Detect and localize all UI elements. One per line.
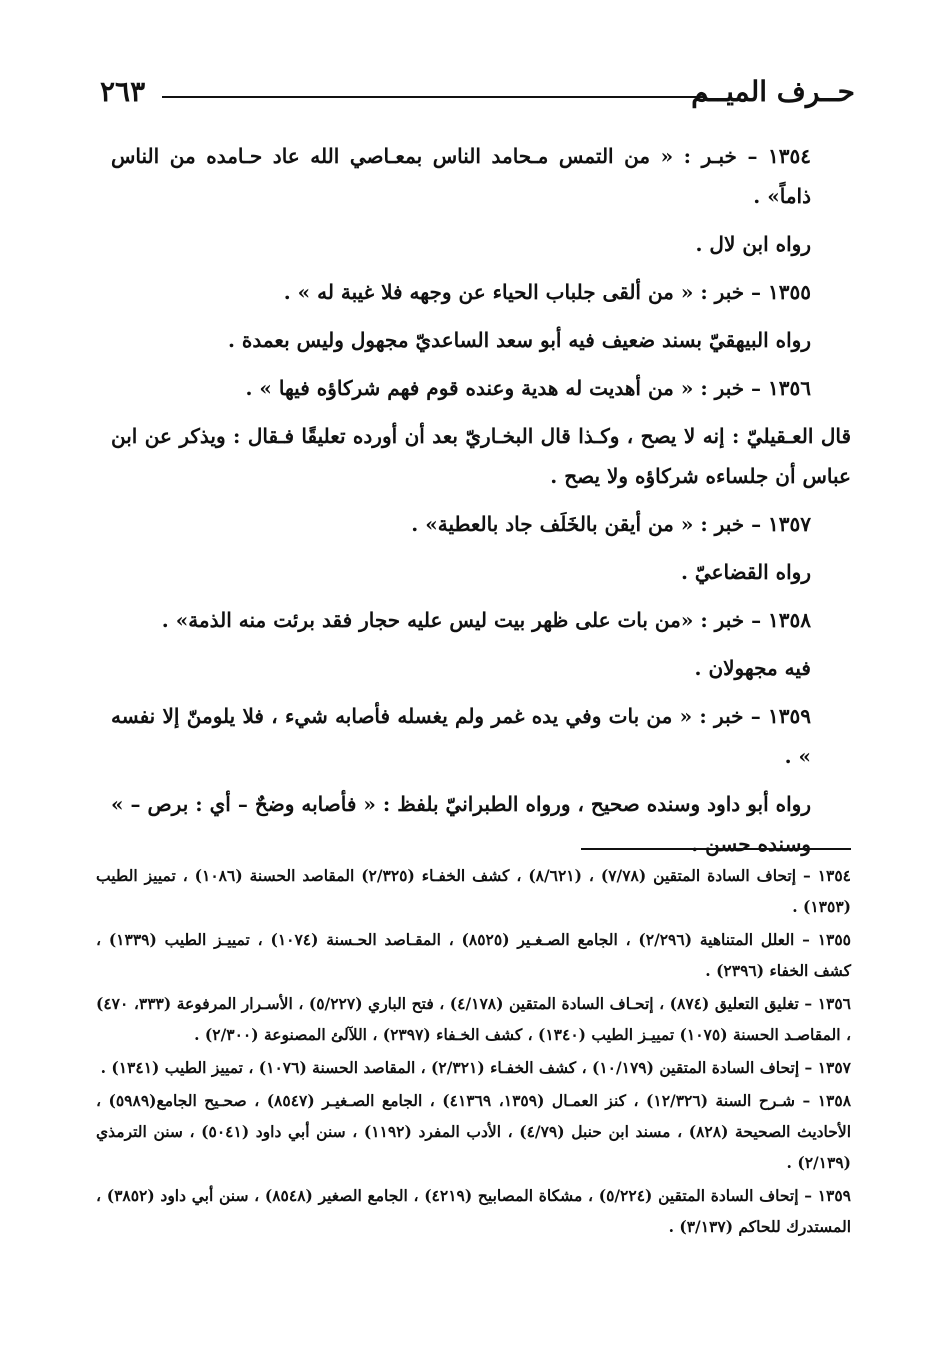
entry-1358: ١٣٥٨ – خبر : «من بات على ظهر بيت ليس عليه حجار فقد برئت منه الذمة» . [161, 608, 811, 632]
footnote-1354: ١٣٥٤ – إتحاف السادة المتقين (٧/٧٨) ، (٨/٦٢١) ، كشف الخفـاء (٢/٣٢٥) المقاصد الحسنة (١٠٨٦) ، تمييز الطيب (١٣٥٣) . [96, 866, 852, 916]
narration-1357: رواه القضاعيّ . [680, 560, 811, 584]
narration-1354: رواه ابن لال . [695, 232, 811, 256]
footnote-1355: ١٣٥٥ – العلل المتناهية (٢/٢٩٦) ، الجامع الصـغـير (٨٥٢٥) ، المقـاصد الحـسنة (١٠٧٤) ، تمييـز الطيب (١٣٣٩) ، كشف الخفاء (٢٣٩٦) . [96, 930, 852, 980]
footnote-1357: ١٣٥٧ – إتحاف السادة المتقين (١٠/١٧٩) ، كشف الخفـاء (٢/٣٢١) ، المقاصد الحسنة (١٠٧٦) ، تمييز الطيب (١٣٤١) . [100, 1058, 851, 1077]
narration-1358: فيه مجهولان . [694, 656, 811, 680]
entry-1359: ١٣٥٩ – خبر : « من بات وفي يده غمر ولم يغسله فأصابه شيء ، فلا يلومنّ إلا نفسه » . [111, 704, 811, 768]
footnote-1359: ١٣٥٩ – إتحاف السادة المتقين (٥/٢٢٤) ، مشكاة المصابيح (٤٢١٩) ، الجامع الصغير (٨٥٤٨) ، سنن أبي داود (٣٨٥٢) ، المستدرك للحاكم (٣/١٣٧) . [96, 1186, 851, 1236]
entry-1355: ١٣٥٥ – خبر : « من ألقى جلباب الحياء عن وجهه فلا غيبة له » . [283, 280, 811, 304]
footnotes [96, 860, 851, 1244]
page-number: ٢٦٣ [100, 75, 146, 108]
narration-1356: قال العـقيليّ : إنه لا يصح ، وكـذا قال البخـاريّ بعد أن أورده تعليقًا فـقال : ويذكر عن ابن عباس أن جلساءه شركاؤه ولا يصح . [111, 424, 851, 488]
entry-1356: ١٣٥٦ – خبر : « من أهديت له هدية وعنده قوم فهم شركاؤه فيها » . [245, 376, 811, 400]
main-text [111, 136, 851, 872]
footnote-1356: ١٣٥٦ – تغليق التعليق (٨٧٤) ، إتحـاف السادة المتقين (٤/١٧٨) ، فتح الباري (٥/٢٢٧) ، الأسـرار المرفوعة (٣٣٣، ٤٧٠) ، المقاصـد الحسنة (١٠٧٥) تمييـز الطيب (١٣٤٠) ، كشف الخـفاء (٢٣٩٧) ، اللآلئ المصنوعة (٢/٣٠٠) . [96, 994, 851, 1044]
running-head: حــرف الميــم [691, 75, 855, 108]
footnote-1358: ١٣٥٨ – شـرح السنة (١٢/٣٢٦) ، كنز العمـال (١٣٥٩، ٤١٣٦٩) ، الجامع الصـغيـر (٨٥٤٧) ، صحـيح الجامع(٥٩٨٩) ، الأحاديث الصحيحة (٨٢٨) ، مسند ابن حنبل (٤/٧٩) ، الأدب المفرد (١١٩٢) ، سنن أبي داود (٥٠٤١) ، سنن الترمذي (٢/١٣٩) . [96, 1091, 852, 1172]
footnote-rule [581, 848, 851, 850]
entry-1354: ١٣٥٤ – خبـر : « من التمس مـحامد الناس بمعـاصي الله عاد حـامده من الناس ذاماً» . [111, 144, 811, 208]
header-rule [162, 96, 705, 98]
entry-1357: ١٣٥٧ – خبر : « من أيقن بالخَلَف جاد بالعطية» . [411, 512, 811, 536]
page-header [100, 72, 855, 112]
narration-1359: رواه أبو داود وسنده صحيح ، ورواه الطبرانيّ بلفظ : « فأصابه وضحٌ – أي : برص – » وسنده حسن . [111, 792, 811, 856]
narration-1355: رواه البيهقيّ بسند ضعيف فيه أبو سعد الساعديّ مجهول وليس بعمدة . [227, 328, 811, 352]
